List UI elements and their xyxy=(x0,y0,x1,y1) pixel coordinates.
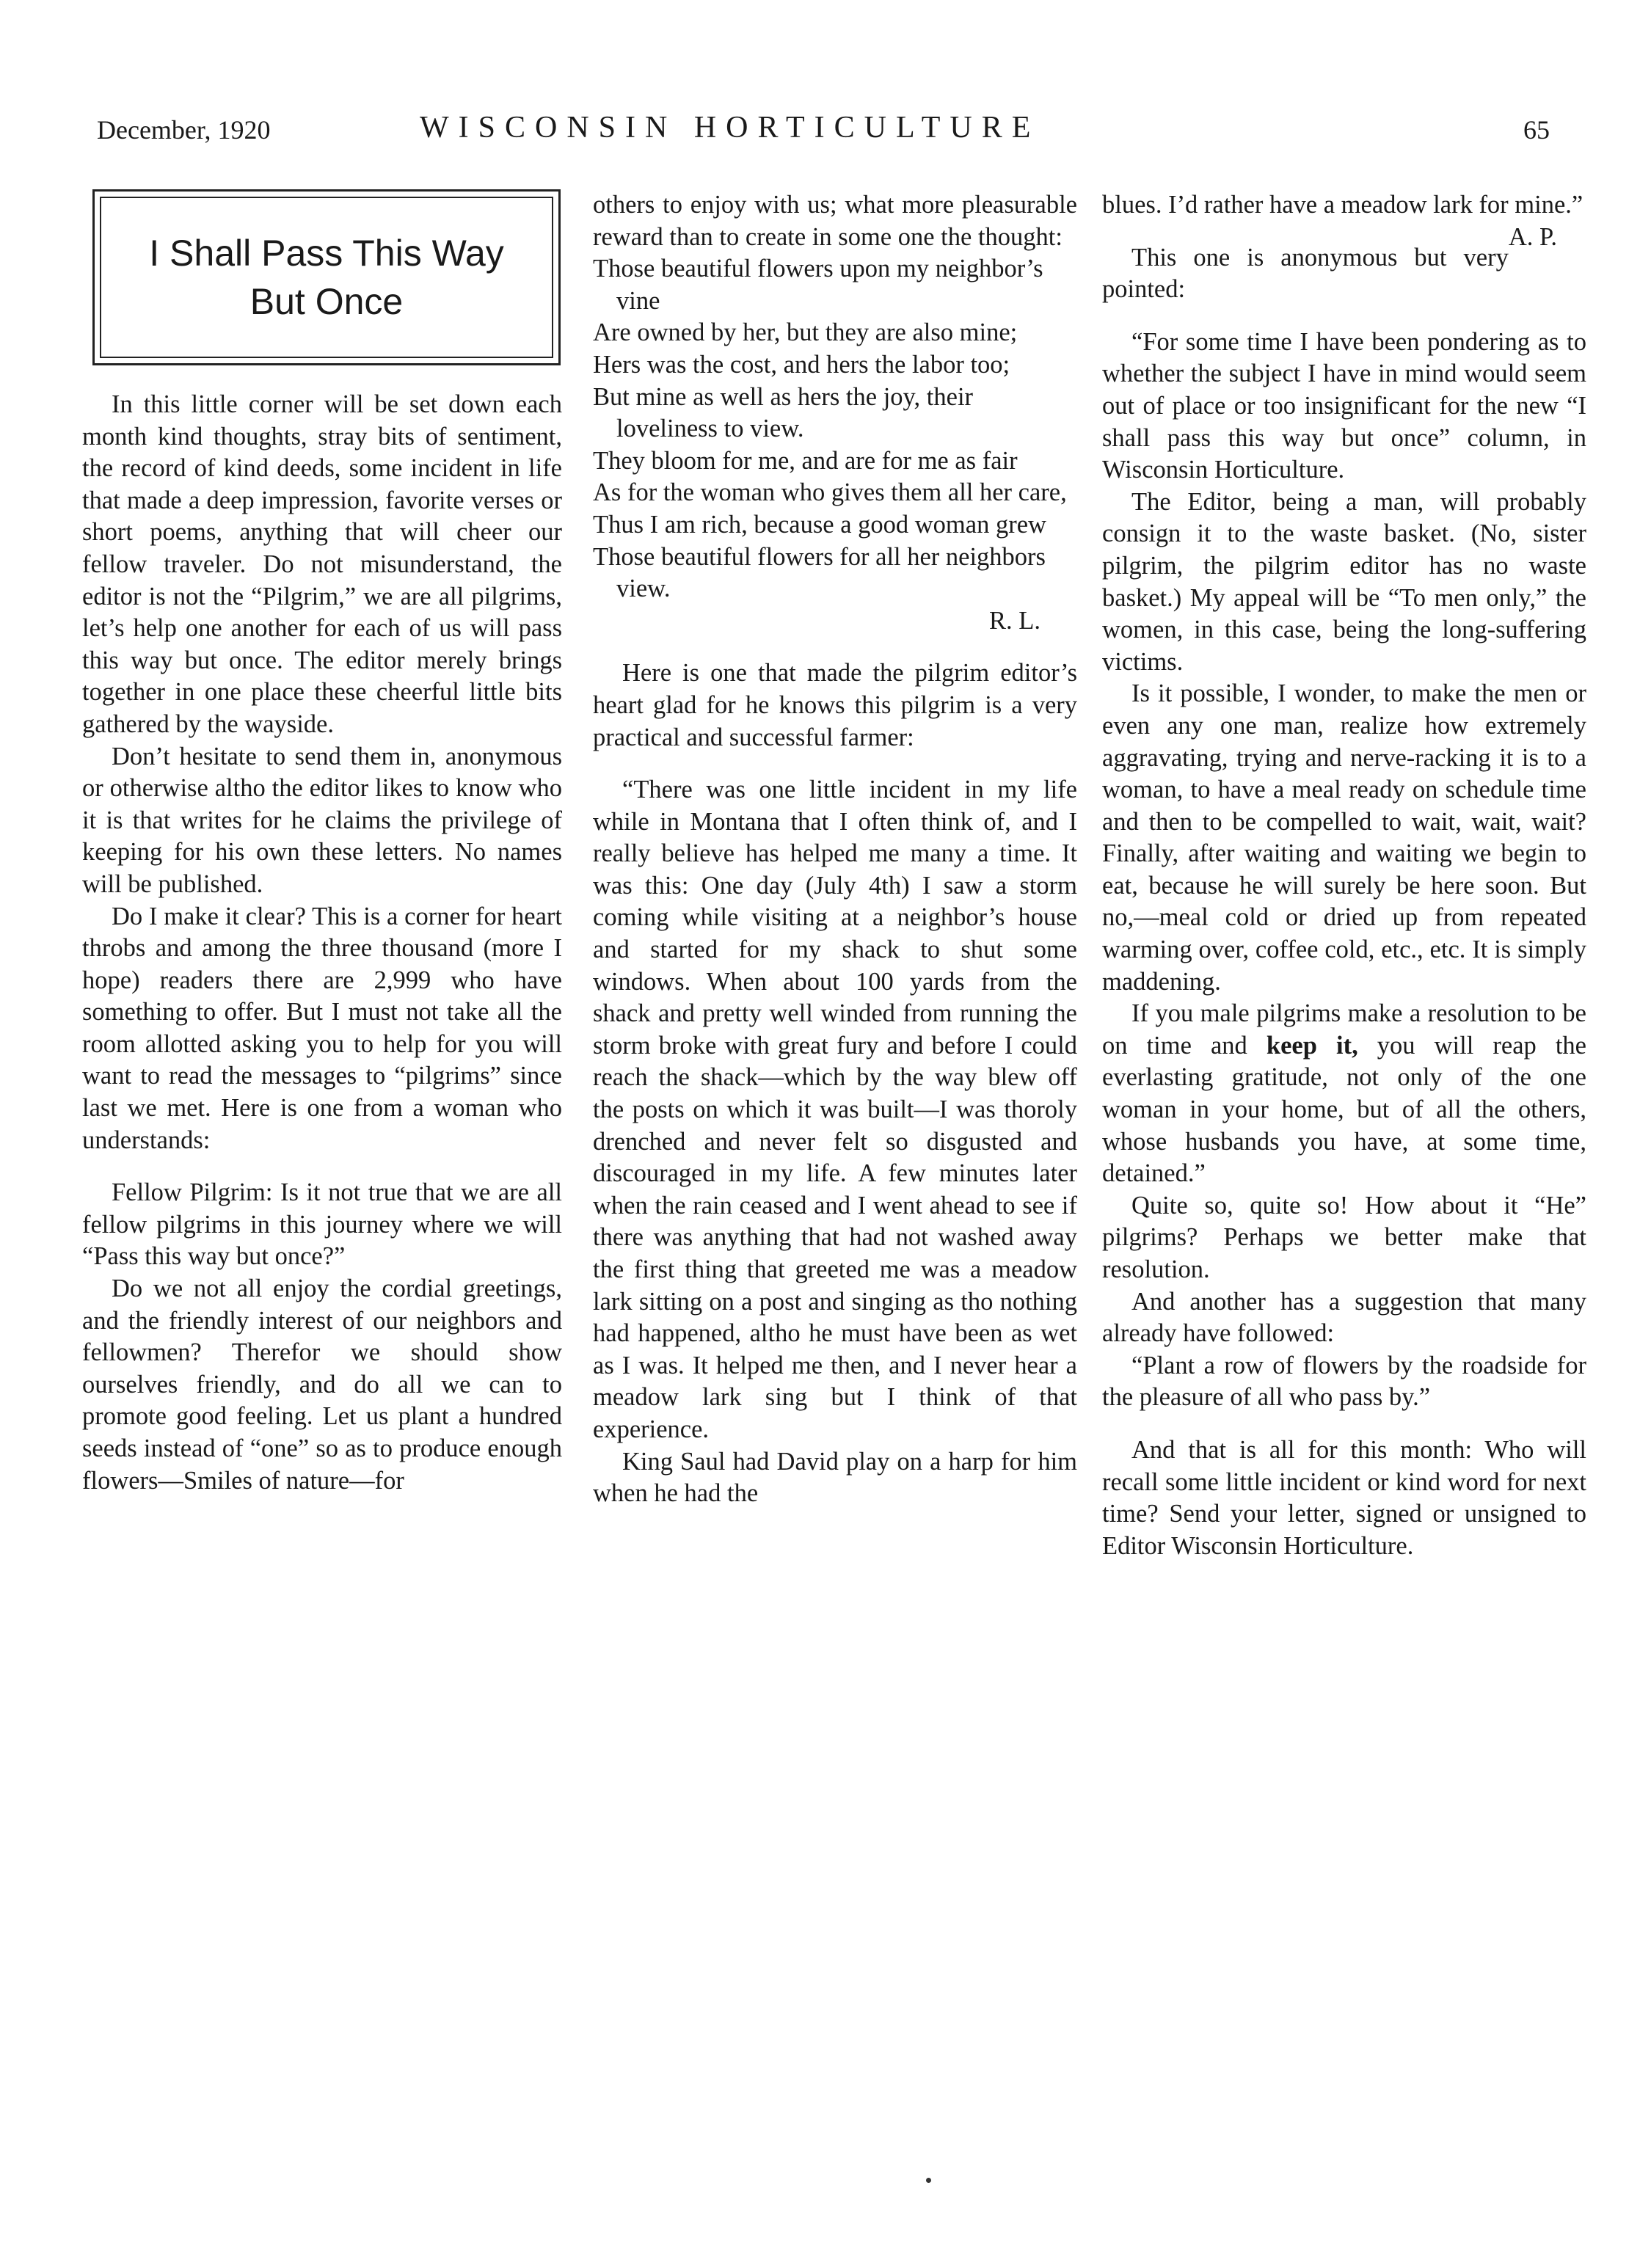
paragraph: This one is anonymous but very pointed: xyxy=(1102,243,1509,304)
paragraph: Quite so, quite so! How about it “He” pilgrims? Perhaps we better make that resolution. xyxy=(1102,1191,1586,1283)
poem-stanza-2 xyxy=(593,445,1077,605)
paragraph: And another has a suggestion that many already have followed: xyxy=(1102,1287,1586,1348)
column-1 xyxy=(82,189,562,1497)
column-3 xyxy=(1102,189,1586,1562)
column-2 xyxy=(593,189,1077,1510)
paragraph: blues. I’d rather have a meadow lark for mine.” xyxy=(1102,191,1583,219)
poem-line: Those beautiful flowers upon my neighbor’s vine xyxy=(593,255,1043,315)
letter-paragraph: Do we not all enjoy the cordial greetings, and the friendly interest of our neighbors and fellowmen? Therefor we should show ourselves friendly, and do all we can to promote good feeling. Let us plant a hundred seeds instead of “one” so as to produce enough flowers—Smiles of nature—for xyxy=(82,1275,562,1495)
paragraph: King Saul had David play on a harp for him when he had the xyxy=(593,1447,1077,1508)
letter-paragraph: If you male pilgrims make a resolution to be on time and keep it, you will reap the everlasting gratitude, not only of the one woman in your home, but of all the others, whose husbands you have, at some time, detained.” xyxy=(1102,999,1586,1188)
poem-signature: R. L. xyxy=(989,606,1040,635)
letter-paragraph: The Editor, being a man, will probably consign it to the waste basket. (No, sister pilgrim, the pilgrim editor has no waste basket.) My appeal will be “To men only,” the women, in this case, being the long-suffering victims. xyxy=(1102,487,1586,676)
column-title-box xyxy=(92,189,561,365)
letter-paragraph: Fellow Pilgrim: Is it not true that we are all fellow pilgrims in this journey where we will “Pass this way but once?” xyxy=(82,1178,562,1271)
poem-line: But mine as well as hers the joy, their loveliness to view. xyxy=(593,382,974,443)
letter-paragraph: “For some time I have been pondering as to whether the subject I have in mind would seem out of place or too insignificant for the new “I shall pass this way but once” column, in Wisconsin Horticulture. xyxy=(1102,327,1586,484)
poem-stanza-1 xyxy=(593,253,1077,445)
poem-line: Thus I am rich, because a good woman grew xyxy=(593,510,1046,539)
paragraph: Don’t hesitate to send them in, anonymous or otherwise altho the editor likes to know who it is that writes for he claims the privilege of keeping for his own these letters. No names will be published. xyxy=(82,742,562,898)
poem-line: They bloom for me, and are for me as fair xyxy=(593,446,1018,475)
letter-signature: A. P. xyxy=(1508,222,1557,251)
letter-paragraph: “There was one little incident in my life while in Montana that I often think of, and I really believe has helped me many a time. It was this: One day (July 4th) I saw a storm coming while visiting at a neighbor’s house and started for my shack to shut some windows. When about 100 yards from the shack and pretty well winded from running the storm broke with great fury and before I could reach the shack—which by the way blew off the posts on which it was built—I was thoroly drenched and never felt so disgusted and discouraged in my life. A few minutes later when the rain ceased and I went ahead to see if there was anything that had not washed away the first thing that greeted me was a meadow lark sitting on a post and singing as tho nothing had happened, altho he must have been as wet as I was. It helped me then, and I never hear a meadow lark sing but I think of that experience. xyxy=(593,776,1077,1443)
poem-line: As for the woman who gives them all her care, xyxy=(593,478,1067,507)
closing-paragraph: And that is all for this month: Who will recall some little incident or kind word for next time? Send your letter, signed or unsigned to Editor Wisconsin Horticulture. xyxy=(1102,1435,1586,1560)
poem-line: Are owned by her, but they are also mine; xyxy=(593,318,1018,347)
emphasis-text: keep it, xyxy=(1266,1031,1358,1060)
magazine-title: WISCONSIN HORTICULTURE xyxy=(420,111,1040,145)
letter-paragraph: Is it possible, I wonder, to make the men or even any one man, realize how extremely aggravating, trying and nerve-racking it is to a woman, to have a meal ready on schedule time and then to be compelled to wait, wait, wait? Finally, after waiting and waiting we begin to eat, because he will surely be here soon. But no,—meal cold or dried up from repeated warming over, coffee cold, etc., etc. It is simply maddening. xyxy=(1102,679,1586,996)
poem-line: Those beautiful flowers for all her neighbors view. xyxy=(593,542,1046,603)
paragraph: Do I make it clear? This is a corner for heart throbs and among the three thousand (more I hope) readers there are 2,999 who have something to offer. But I must not take all the room allotted asking you to help for you will want to read the messages to “pilgrims” since last we met. Here is one from a woman who understands: xyxy=(82,902,562,1154)
paragraph: others to enjoy with us; what more pleasurable reward than to create in some one the thought: xyxy=(593,191,1077,251)
print-speck xyxy=(926,2178,931,2183)
column-title: I Shall Pass This Way But Once xyxy=(149,233,504,322)
issue-date: December, 1920 xyxy=(97,115,271,145)
page-header xyxy=(0,110,1651,161)
quote-paragraph: “Plant a row of flowers by the roadside for the pleasure of all who pass by.” xyxy=(1102,1351,1586,1412)
paragraph: Here is one that made the pilgrim editor’s heart glad for he knows this pilgrim is a very practical and successful farmer: xyxy=(593,659,1077,751)
paragraph: In this little corner will be set down each month kind thoughts, stray bits of sentiment, the record of kind deeds, some incident in life that made a deep impression, favorite verses or short poems, anything that will cheer our fellow traveler. Do not misunderstand, the editor is not the “Pilgrim,” we are all pilgrims, let’s help one another for each of us will pass this way but once. The editor merely brings together in one place these cheerful little bits gathered by the wayside. xyxy=(82,390,562,738)
poem-line: Hers was the cost, and hers the labor too; xyxy=(593,350,1010,379)
page-number: 65 xyxy=(1523,115,1550,145)
